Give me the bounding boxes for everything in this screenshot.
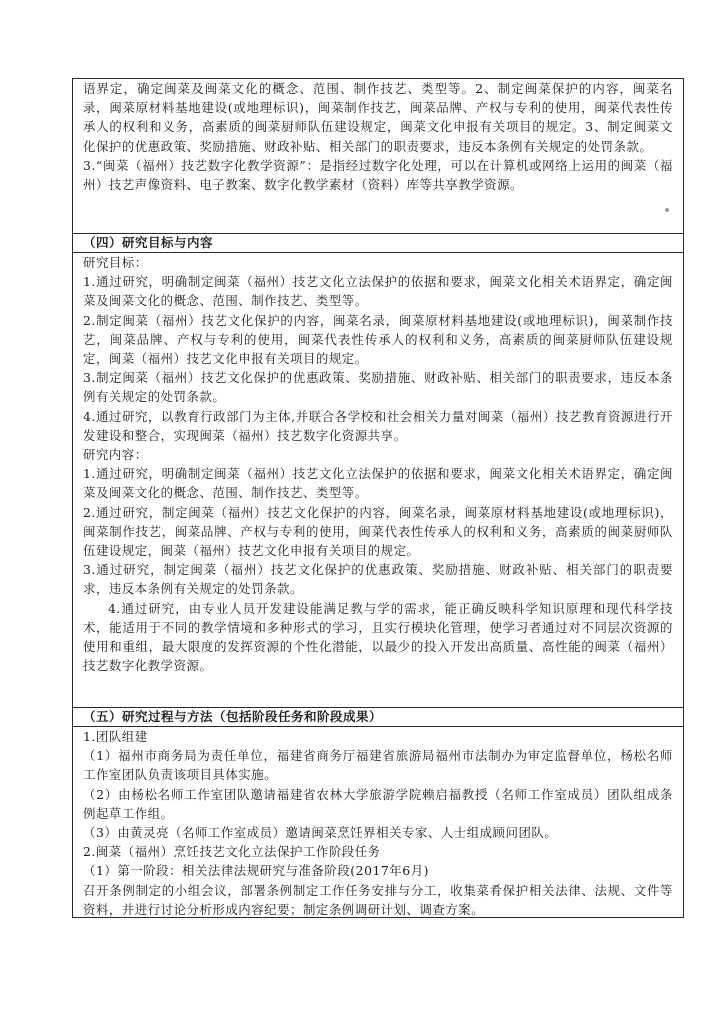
- process-block: [73, 727, 683, 951]
- section-heading-goals: （四）研究目标与内容: [73, 233, 683, 253]
- stage-item: （1）第一阶段：相关法律法规研究与准备阶段(2017年6月): [83, 863, 430, 879]
- team-item: （3）由黄灵亮（名师工作室成员）邀请闽菜烹饪界相关专家、人士组成顾问团队。: [83, 825, 558, 841]
- scan-speck: [665, 208, 669, 212]
- stage-item: 召开条例制定的小组会议，部署条例制定工作任务安排与分工，收集菜肴保护相关法律、法规、文件等资料，并进行讨论分析形成内容纪要；制定条例调研计划、调查方案。: [83, 882, 673, 917]
- stage-heading: 2.闽菜（福州）烹饪技艺文化立法保护工作阶段任务: [83, 844, 381, 860]
- goals-content-block: [73, 253, 683, 707]
- team-item: （2）由杨松名师工作室团队邀请福建省农林大学旅游学院赖启福教授（名师工作室成员）团队组成条例起草工作组。: [83, 786, 673, 821]
- content-item: 3.通过研究，制定闽菜（福州）技艺文化保护的优惠政策、奖励措施、财政补贴、相关部门的职责要求，违反本条例有关规定的处罚条款。: [83, 562, 673, 597]
- goal-item: 4.通过研究，以教育行政部门为主体,并联合各学校和社会相关力量对闽菜（福州）技艺教育资源进行开发建设和整合，实现闽菜（福州）技艺数字化资源共享。: [83, 408, 673, 443]
- content-item: 4.通过研究，由专业人员开发建设能满足教与学的需求，能正确反映科学知识原理和现代科学技术，能适用于不同的教学情境和多种形式的学习，且实行模块化管理，使学习者通过对不同层次资源的使用和重组，最大限度的发挥资源的个性化潜能，以最少的投入开发出高质量、高性能的闽菜（福州）技艺数字化教学资源。: [83, 600, 673, 674]
- goal-item: 1.通过研究，明确制定闽菜（福州）技艺文化立法保护的依据和要求，闽菜文化相关术语界定，确定闽菜及闽菜文化的概念、范围、制作技艺、类型等。: [83, 274, 673, 309]
- definition-paragraph: 语界定，确定闽菜及闽菜文化的概念、范围、制作技艺、类型等。2、制定闽菜保护的内容，闽菜名录，闽菜原材料基地建设(或地理标识)，闽菜制作技艺，闽菜品牌、产权与专利的使用，闽菜代表性传承人的权利和义务，高素质的闽菜厨师队伍建设规定，闽菜文化申报有关项目的规定。3、制定闽菜文化保护的优惠政策、奖励措施、财政补贴、相关部门的职责要求，违反本条例有关规定的处罚条款。: [83, 81, 673, 154]
- team-heading: 1.团队组建: [83, 729, 148, 744]
- form-table: [72, 78, 684, 918]
- content-item: 2.通过研究，制定闽菜（福州）技艺文化保护的内容，闽菜名录，闽菜原材料基地建设(或地理标识)，闽菜制作技艺，闽菜品牌、产权与专利的使用，闽菜代表性传承人的权利和义务，高素质的闽菜厨师队伍建设规定，闽菜（福州）技艺文化申报有关项目的规定。: [83, 504, 673, 559]
- content-label: 研究内容：: [83, 447, 148, 463]
- definition-paragraph: 3.“闽菜（福州）技艺数字化教学资源”：是指经过数字化处理，可以在计算机或网络上运用的闽菜（福州）技艺声像资料、电子教案、数字化教学素材（资料）库等共享教学资源。: [83, 157, 673, 193]
- team-item: （1）福州市商务局为责任单位，福建省商务厅福建省旅游局福州市法制办为审定监督单位，杨松名师工作室团队负责该项目具体实施。: [83, 748, 673, 783]
- section-heading-process: （五）研究过程与方法（包括阶段任务和阶段成果）: [73, 707, 683, 727]
- content-item: 1.通过研究，明确制定闽菜（福州）技艺文化立法保护的依据和要求，闽菜文化相关术语界定，确定闽菜及闽菜文化的概念、范围、制作技艺、类型等。: [83, 466, 673, 501]
- goals-label: 研究目标：: [83, 255, 148, 270]
- definitions-block: [73, 79, 683, 233]
- goal-item: 2.制定闽菜（福州）技艺文化保护的内容，闽菜名录，闽菜原材料基地建设(或地理标识)，闽菜制作技艺，闽菜品牌、产权与专利的使用，闽菜代表性传承人的权利和义务，高素质的闽菜厨师队伍建设规定，闽菜（福州）技艺文化申报有关项目的规定。: [83, 312, 673, 367]
- goal-item: 3.制定闽菜（福州）技艺文化保护的优惠政策、奖励措施、财政补贴、相关部门的职责要求，违反本条例有关规定的处罚条款。: [83, 370, 673, 405]
